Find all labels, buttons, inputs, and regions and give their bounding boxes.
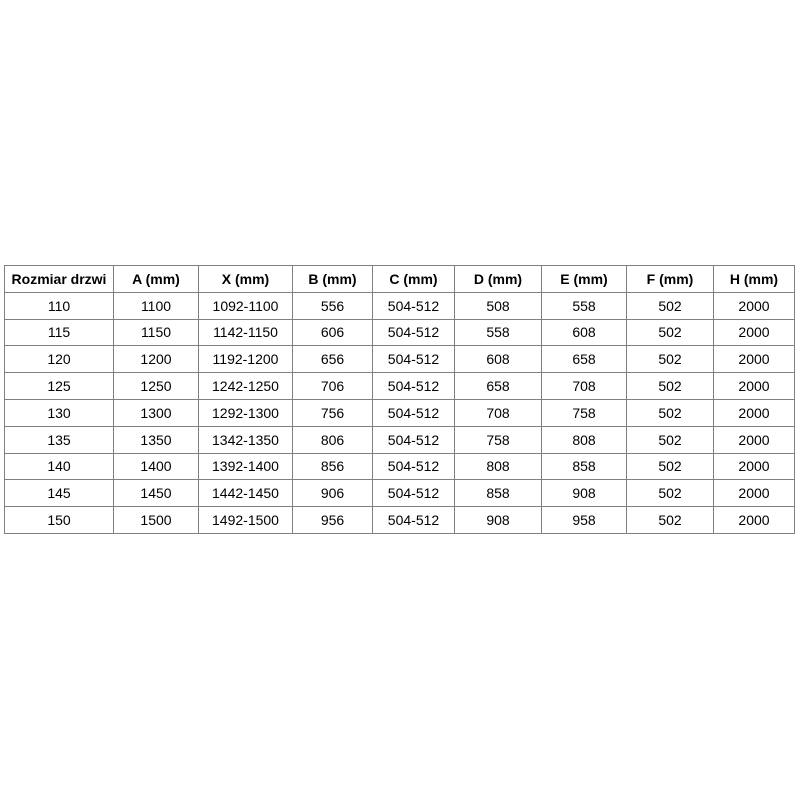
table-cell: 908 xyxy=(455,507,542,534)
table-cell: 504-512 xyxy=(373,319,455,346)
table-cell: 1442-1450 xyxy=(199,480,293,507)
table-cell: 1450 xyxy=(114,480,199,507)
table-cell: 956 xyxy=(293,507,373,534)
table-cell: 958 xyxy=(542,507,627,534)
table-cell: 2000 xyxy=(714,399,795,426)
table-cell: 2000 xyxy=(714,319,795,346)
table-cell: 145 xyxy=(5,480,114,507)
table-cell: 504-512 xyxy=(373,453,455,480)
table-cell: 658 xyxy=(455,373,542,400)
table-cell: 556 xyxy=(293,292,373,319)
table-row xyxy=(5,480,795,507)
table-cell: 758 xyxy=(542,399,627,426)
table-cell: 1192-1200 xyxy=(199,346,293,373)
table-cell: 558 xyxy=(542,292,627,319)
table-row xyxy=(5,346,795,373)
table-cell: 558 xyxy=(455,319,542,346)
table-cell: 2000 xyxy=(714,480,795,507)
table-cell: 758 xyxy=(455,426,542,453)
table-row xyxy=(5,426,795,453)
column-header: A (mm) xyxy=(114,266,199,293)
table-cell: 1342-1350 xyxy=(199,426,293,453)
table-row xyxy=(5,373,795,400)
table-row xyxy=(5,399,795,426)
table-cell: 858 xyxy=(542,453,627,480)
table-cell: 1300 xyxy=(114,399,199,426)
table-cell: 110 xyxy=(5,292,114,319)
table-cell: 2000 xyxy=(714,426,795,453)
column-header: H (mm) xyxy=(714,266,795,293)
table-cell: 130 xyxy=(5,399,114,426)
column-header: E (mm) xyxy=(542,266,627,293)
table-cell: 502 xyxy=(627,480,714,507)
table-cell: 1242-1250 xyxy=(199,373,293,400)
table-cell: 1392-1400 xyxy=(199,453,293,480)
column-header: X (mm) xyxy=(199,266,293,293)
table-cell: 140 xyxy=(5,453,114,480)
table-cell: 2000 xyxy=(714,373,795,400)
table-cell: 502 xyxy=(627,319,714,346)
table-cell: 808 xyxy=(455,453,542,480)
column-header: Rozmiar drzwi xyxy=(5,266,114,293)
table-cell: 1150 xyxy=(114,319,199,346)
table-cell: 502 xyxy=(627,373,714,400)
table-cell: 658 xyxy=(542,346,627,373)
table-row xyxy=(5,319,795,346)
table-cell: 1492-1500 xyxy=(199,507,293,534)
table-cell: 504-512 xyxy=(373,373,455,400)
table-cell: 2000 xyxy=(714,292,795,319)
table-cell: 1142-1150 xyxy=(199,319,293,346)
table-cell: 504-512 xyxy=(373,426,455,453)
table-cell: 508 xyxy=(455,292,542,319)
table-cell: 756 xyxy=(293,399,373,426)
table-cell: 808 xyxy=(542,426,627,453)
door-dimensions-table xyxy=(4,265,795,534)
table-cell: 806 xyxy=(293,426,373,453)
table-cell: 502 xyxy=(627,292,714,319)
column-header: D (mm) xyxy=(455,266,542,293)
table-cell: 1400 xyxy=(114,453,199,480)
table-cell: 135 xyxy=(5,426,114,453)
table-cell: 504-512 xyxy=(373,346,455,373)
table-cell: 502 xyxy=(627,453,714,480)
column-header: C (mm) xyxy=(373,266,455,293)
table-cell: 1350 xyxy=(114,426,199,453)
table-cell: 608 xyxy=(542,319,627,346)
table-cell: 2000 xyxy=(714,453,795,480)
table-cell: 115 xyxy=(5,319,114,346)
table-cell: 858 xyxy=(455,480,542,507)
table-cell: 706 xyxy=(293,373,373,400)
table-cell: 1092-1100 xyxy=(199,292,293,319)
table-cell: 1250 xyxy=(114,373,199,400)
table-cell: 1500 xyxy=(114,507,199,534)
column-header: F (mm) xyxy=(627,266,714,293)
table-cell: 2000 xyxy=(714,346,795,373)
table-cell: 504-512 xyxy=(373,399,455,426)
table-cell: 856 xyxy=(293,453,373,480)
table-cell: 502 xyxy=(627,399,714,426)
table-cell: 1292-1300 xyxy=(199,399,293,426)
table-cell: 504-512 xyxy=(373,480,455,507)
table-cell: 608 xyxy=(455,346,542,373)
table-cell: 708 xyxy=(455,399,542,426)
table-cell: 1200 xyxy=(114,346,199,373)
table-row xyxy=(5,453,795,480)
table-cell: 150 xyxy=(5,507,114,534)
table-row xyxy=(5,507,795,534)
table-cell: 502 xyxy=(627,346,714,373)
table-cell: 502 xyxy=(627,507,714,534)
table-row xyxy=(5,292,795,319)
table-cell: 606 xyxy=(293,319,373,346)
table-cell: 125 xyxy=(5,373,114,400)
table-cell: 1100 xyxy=(114,292,199,319)
table-cell: 120 xyxy=(5,346,114,373)
table-cell: 656 xyxy=(293,346,373,373)
table-cell: 504-512 xyxy=(373,507,455,534)
table-cell: 2000 xyxy=(714,507,795,534)
table-cell: 908 xyxy=(542,480,627,507)
column-header: B (mm) xyxy=(293,266,373,293)
table-cell: 502 xyxy=(627,426,714,453)
table-body xyxy=(5,292,795,533)
table-cell: 906 xyxy=(293,480,373,507)
table-cell: 504-512 xyxy=(373,292,455,319)
table-cell: 708 xyxy=(542,373,627,400)
header-row xyxy=(5,266,795,293)
